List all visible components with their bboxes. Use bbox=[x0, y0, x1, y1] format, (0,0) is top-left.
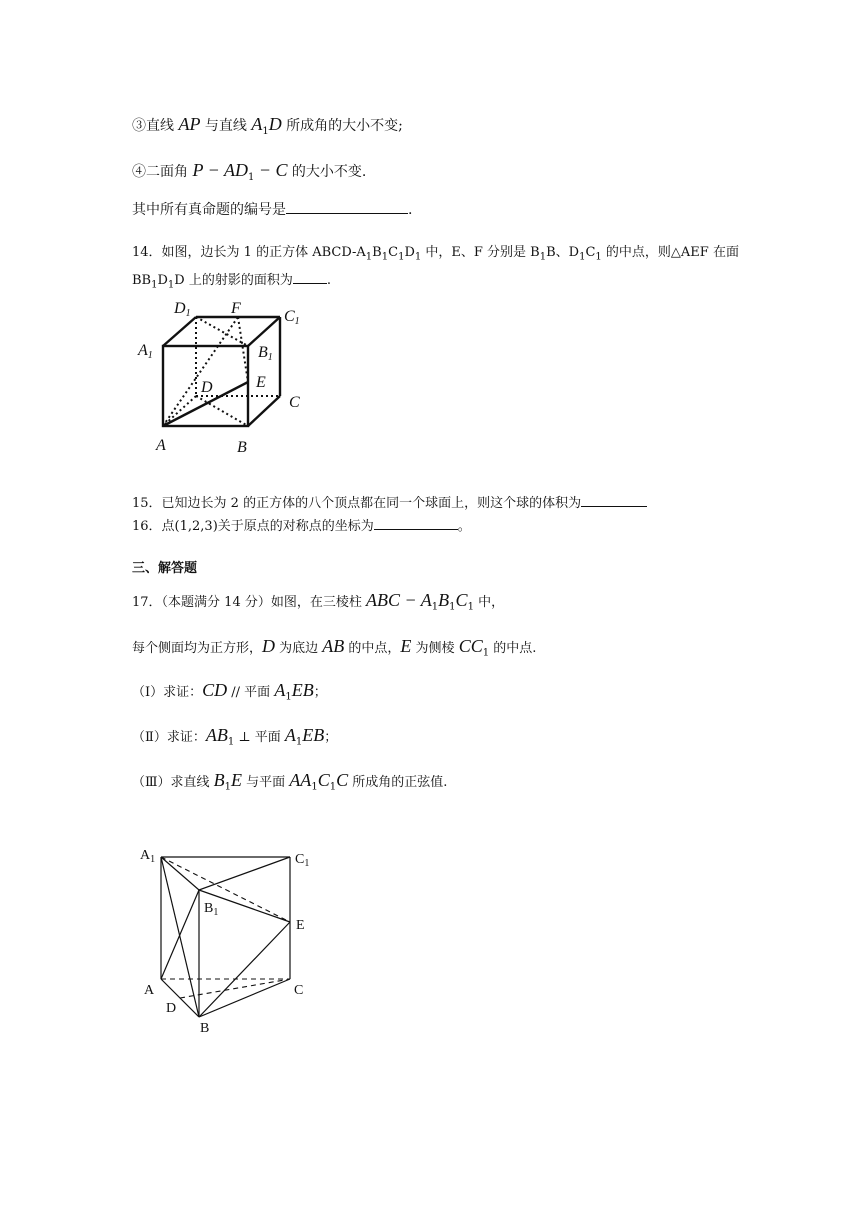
label-C: C bbox=[294, 983, 304, 998]
section-title: 三、解答题 bbox=[132, 561, 198, 576]
q17-part2: （Ⅱ）求证：$AB_1$ ⊥ 平面 $A_1EB$； bbox=[132, 725, 338, 748]
label-B: B bbox=[237, 439, 247, 456]
answer-blank bbox=[286, 199, 408, 214]
conclusion-line: 其中所有真命题的编号是 . bbox=[132, 199, 412, 220]
label-C: C bbox=[289, 394, 300, 411]
q17-line2: 每个侧面均为正方形，D 为底边 AB 的中点，E 为侧棱 $CC_1$ 的中点. bbox=[132, 636, 537, 659]
q17-part1: （Ⅰ）求证：CD // 平面 $A_1EB$； bbox=[132, 680, 327, 703]
label-D1: D1 bbox=[174, 300, 191, 319]
q16-line: 16．点(1,2,3)关于原点的对称点的坐标为 。 bbox=[132, 515, 471, 537]
item-3: ③直线 AP 与直线 $A_1D$ 所成角的大小不变; bbox=[132, 114, 403, 137]
label-A1: A1 bbox=[138, 342, 153, 361]
q16-blank bbox=[374, 515, 458, 530]
label-A: A bbox=[144, 983, 155, 998]
label-A: A bbox=[156, 437, 166, 454]
cube-figure bbox=[132, 292, 322, 462]
q15-line: 15．已知边长为 2 的正方体的八个顶点都在同一个球面上，则这个球的体积为 bbox=[132, 492, 647, 514]
q14-line2: $BB_1D_1D$ 上的射影的面积为 . bbox=[132, 269, 331, 296]
label-A1: $A_1$ bbox=[140, 848, 156, 865]
label-F: F bbox=[231, 300, 241, 317]
label-D: D bbox=[201, 379, 213, 396]
prism-figure bbox=[132, 842, 332, 1042]
label-C1: C1 bbox=[284, 308, 300, 327]
label-D: D bbox=[166, 1001, 177, 1016]
label-B1: $B_1$ bbox=[204, 901, 219, 918]
item-4: ④二面角 $P - AD_1 - C$ 的大小不变. bbox=[132, 160, 367, 183]
q17-part3: （Ⅲ）求直线 $B_1E$ 与平面 $AA_1C_1C$ 所成角的正弦值. bbox=[132, 770, 448, 793]
q14-line1: 14．如图，边长为 1 的正方体 ABCD-$A_1B_1C_1D_1$ 中，E、F 分别是 $B_1B$、$D_1C_1$ 的中点，则△AEF 在面 bbox=[132, 245, 739, 263]
label-C1: $C_1$ bbox=[295, 852, 310, 869]
label-B: B bbox=[200, 1021, 210, 1036]
label-B1: B1 bbox=[258, 344, 273, 363]
q15-blank bbox=[581, 492, 647, 507]
q14-blank bbox=[293, 269, 327, 284]
q17-intro: 17．（本题满分 14 分）如图，在三棱柱 ABC − $A_1B_1C_1$ 中， bbox=[132, 590, 505, 613]
label-E: E bbox=[296, 918, 305, 933]
label-E: E bbox=[256, 374, 266, 391]
